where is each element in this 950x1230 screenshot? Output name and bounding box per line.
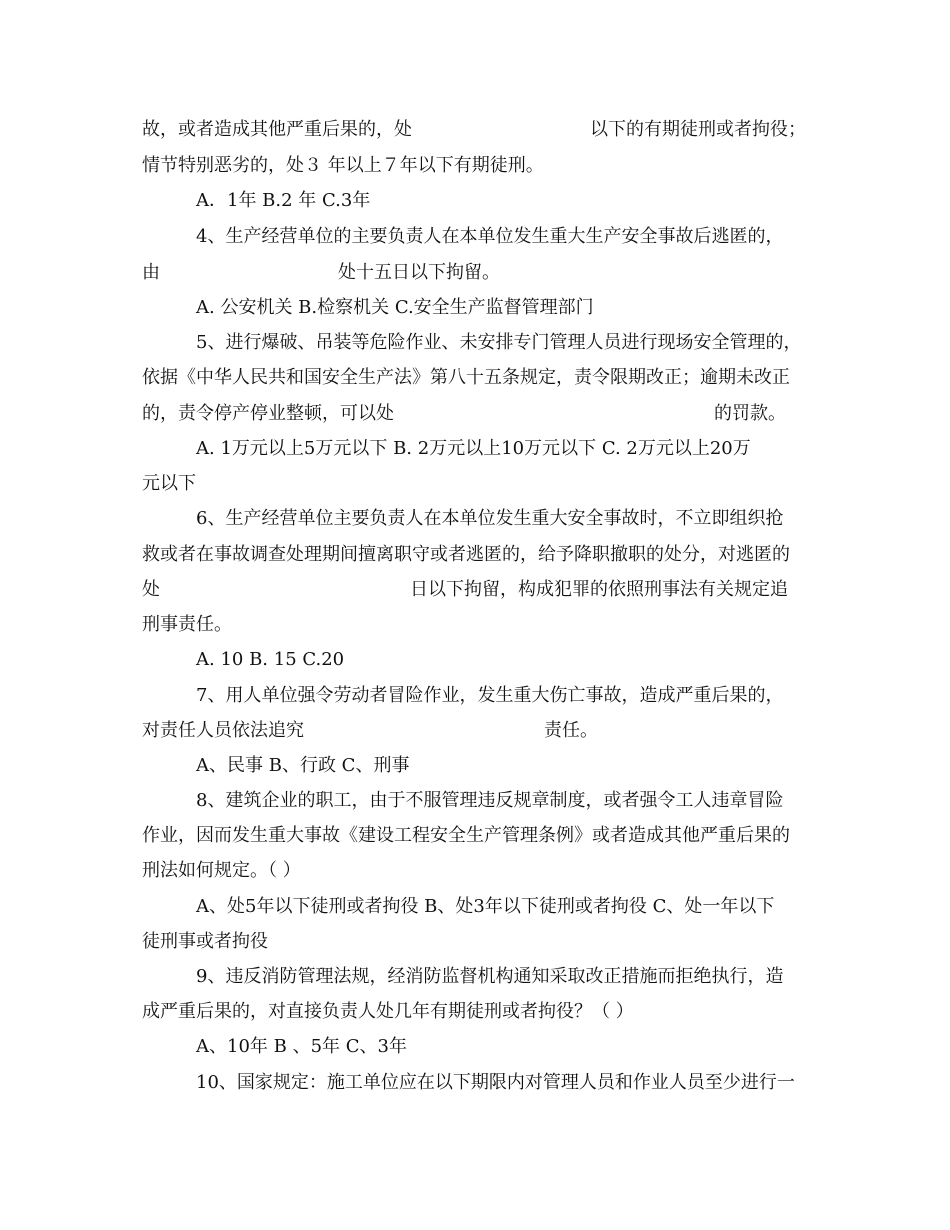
question-text: 8、建筑企业的职工，由于不服管理违反规章制度，或者强令工人违章冒险 — [196, 790, 784, 811]
question-text: 5、进行爆破、吊装等危险作业、未安排专门管理人员进行现场安全管理的， — [196, 332, 802, 353]
answer-options: A. 1万元以上5万元以下 B. 2万元以上10万元以下 C. 2万元以上20万 — [196, 438, 751, 459]
text-line — [142, 261, 500, 285]
text-segment: 日以下拘留，构成犯罪的依照刑事法有关规定追 — [410, 579, 788, 600]
answer-options: A、10年 B 、5年 C、3年 — [196, 1036, 407, 1057]
text-segment: 处十五日以下拘留。 — [338, 262, 500, 283]
text-line: 情节特别恶劣的，处３ 年以上７年以下有期徒刑。 — [142, 155, 544, 176]
text-line — [142, 118, 806, 142]
question-text: 7、用人单位强令劳动者冒险作业，发生重大伤亡事故，造成严重后果的， — [196, 685, 784, 706]
text-segment: 故，或者造成其他严重后果的，处 — [142, 119, 412, 140]
answer-options: A. 10 B. 15 C.20 — [196, 649, 345, 670]
text-segment: 处 — [142, 579, 160, 600]
answer-options: A、民事 B、行政 C、刑事 — [196, 755, 410, 776]
text-line: 成严重后果的，对直接负责人处几年有期徒刑或者拘役？（ ） — [142, 1001, 634, 1022]
text-segment: 的罚款。 — [714, 403, 786, 424]
text-segment: 对责任人员依法追究 — [142, 720, 304, 741]
question-text: 6、生产经营单位主要负责人在本单位发生重大安全事故时，不立即组织抢 — [196, 508, 784, 529]
text-segment: 由 — [142, 262, 160, 283]
text-line — [142, 402, 786, 426]
text-line: 救或者在事故调查处理期间擅离职守或者逃匿的，给予降职撤职的处分，对逃匿的 — [142, 544, 790, 565]
text-line: 依据《中华人民共和国安全生产法》第八十五条规定，责令限期改正；逾期未改正 — [142, 367, 790, 388]
answer-options: A、处5年以下徒刑或者拘役 B、处3年以下徒刑或者拘役 C、处一年以下 — [196, 896, 775, 917]
text-line — [142, 719, 598, 743]
text-segment: 的，责令停产停业整顿，可以处 — [142, 403, 394, 424]
text-line: 徒刑事或者拘役 — [142, 931, 268, 952]
text-line — [142, 578, 788, 602]
answer-options: A. 公安机关 B.检察机关 C.安全生产监督管理部门 — [196, 297, 594, 318]
text-line: 元以下 — [142, 473, 196, 494]
question-text: 9、违反消防管理法规，经消防监督机构通知采取改正措施而拒绝执行，造 — [196, 966, 784, 987]
answer-options: A．1年 B.2 年 C.3年 — [196, 190, 371, 211]
question-text: 4、生产经营单位的主要负责人在本单位发生重大生产安全事故后逃匿的， — [196, 226, 784, 247]
text-line: 刑法如何规定。（ ） — [142, 860, 301, 881]
question-text: 10、国家规定：施工单位应在以下期限内对管理人员和作业人员至少进行一 — [196, 1072, 795, 1093]
text-segment: 以下的有期徒刑或者拘役； — [590, 119, 806, 140]
text-line: 作业，因而发生重大事故《建设工程安全生产管理条例》或者造成其他严重后果的 — [142, 825, 790, 846]
text-line: 刑事责任。 — [142, 614, 232, 635]
text-segment: 责任。 — [544, 720, 598, 741]
